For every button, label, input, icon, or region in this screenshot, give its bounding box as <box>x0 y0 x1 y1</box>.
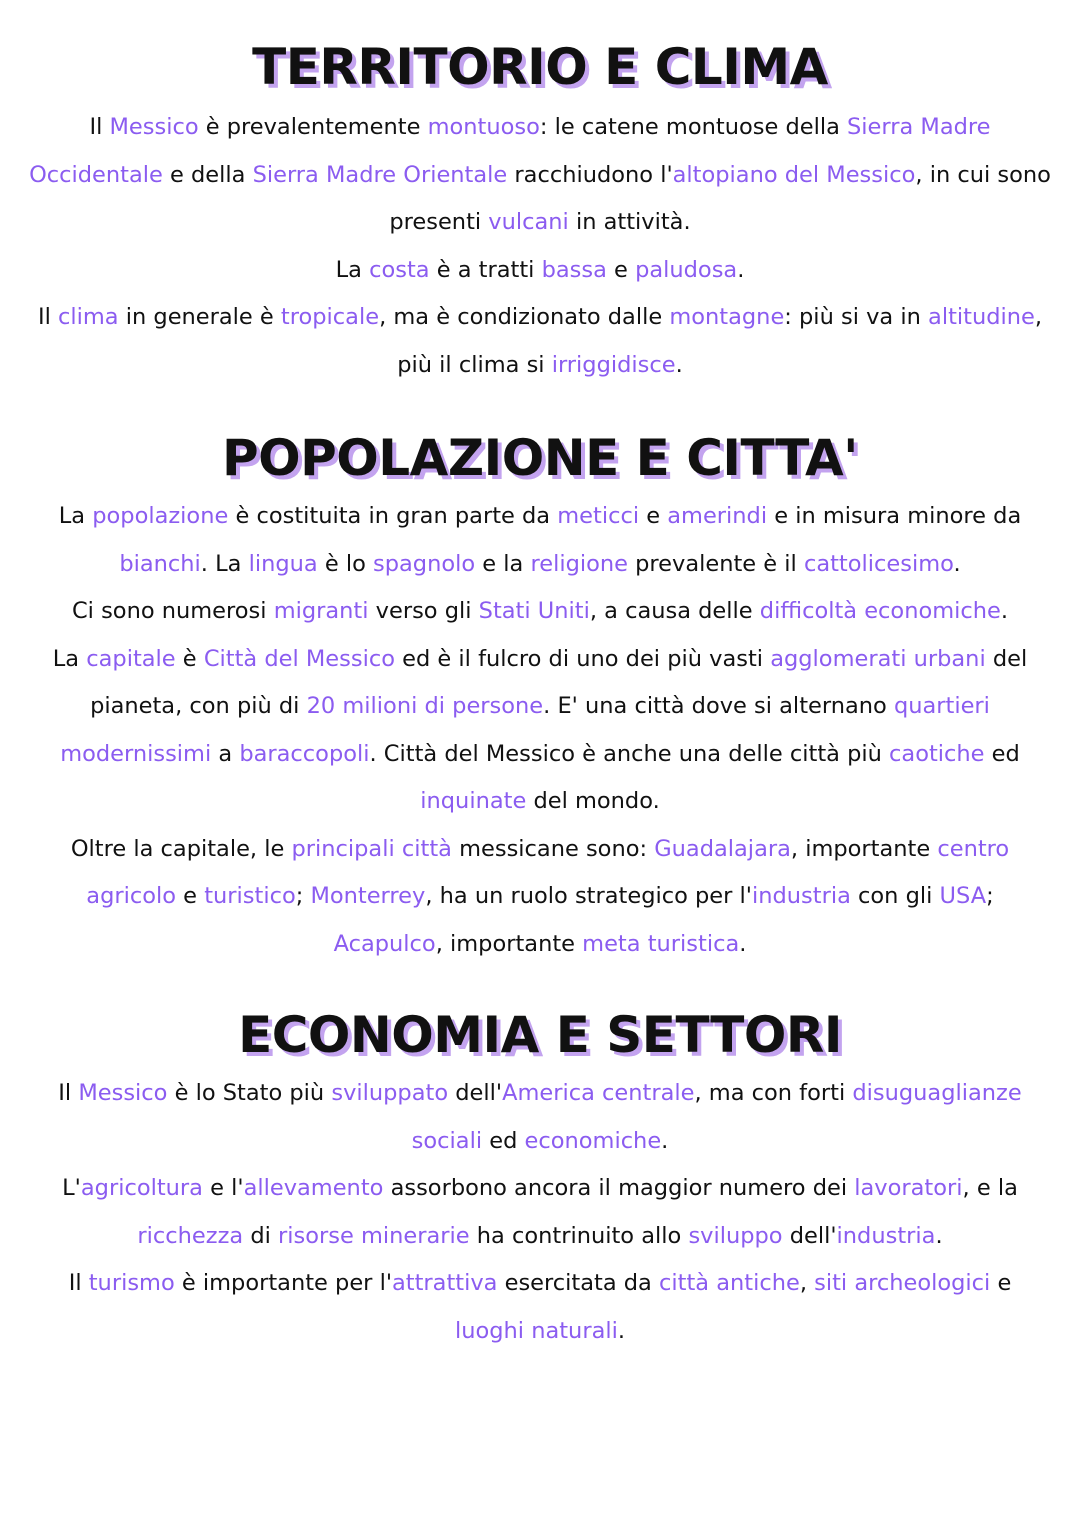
highlighted-term: bassa <box>541 256 607 283</box>
text-line <box>14 731 1066 779</box>
highlighted-term: migranti <box>273 598 369 624</box>
highlighted-term: difficoltà economiche <box>759 598 1001 624</box>
body-text: ed <box>482 1127 525 1154</box>
body-text: ; <box>986 883 994 909</box>
body-text: più il clima si <box>397 351 552 378</box>
highlighted-term: principali città <box>291 835 452 862</box>
section-text-popolazione-e-citta <box>0 493 1080 968</box>
body-text: è lo Stato più <box>167 1080 332 1106</box>
body-text: è prevalentemente <box>198 114 428 140</box>
body-text: con gli <box>850 883 940 909</box>
body-text: esercitata da <box>497 1270 660 1296</box>
text-line <box>14 1118 1066 1166</box>
body-text: , e la <box>962 1175 1018 1201</box>
section-title-economia-e-settori: ECONOMIA E SETTORI <box>238 1006 842 1064</box>
text-line <box>14 921 1066 969</box>
highlighted-term: Sierra Madre <box>847 114 991 140</box>
body-text: è a tratti <box>429 256 542 283</box>
body-text: ; <box>295 883 311 909</box>
highlighted-term: siti archeologici <box>814 1270 991 1296</box>
text-line <box>14 294 1066 342</box>
highlighted-term: Acapulco <box>333 930 436 957</box>
highlighted-term: vulcani <box>488 209 569 235</box>
highlighted-term: sviluppato <box>331 1080 449 1106</box>
highlighted-term: cattolicesimo <box>803 550 954 577</box>
body-text: ha contrinuito allo <box>469 1222 689 1249</box>
highlighted-term: caotiche <box>889 740 985 767</box>
highlighted-term: Occidentale <box>29 161 163 188</box>
highlighted-term: amerindi <box>667 503 768 529</box>
body-text: pianeta, con più di <box>90 693 307 719</box>
body-text: . <box>935 1222 943 1249</box>
highlighted-term: lingua <box>248 550 318 577</box>
highlighted-term: Città del Messico <box>203 645 395 672</box>
body-text: dell' <box>782 1222 837 1249</box>
highlighted-term: industria <box>752 883 851 909</box>
highlighted-term: inquinate <box>420 788 527 814</box>
body-text: prevalente è il <box>627 550 804 577</box>
body-text: La <box>58 503 93 529</box>
body-text: a <box>211 740 240 767</box>
text-line <box>14 199 1066 247</box>
highlighted-term: popolazione <box>92 503 229 529</box>
highlighted-term: bianchi <box>119 550 201 577</box>
highlighted-term: 20 milioni di persone <box>306 693 544 719</box>
body-text: , in cui sono <box>915 161 1051 188</box>
highlighted-term: clima <box>58 304 119 330</box>
text-line <box>14 1308 1066 1356</box>
body-text: L' <box>62 1175 81 1201</box>
text-line <box>14 104 1066 152</box>
highlighted-term: meta turistica <box>582 930 740 957</box>
body-text: verso gli <box>368 598 479 624</box>
body-text: , ha un ruolo strategico per l' <box>425 883 752 909</box>
text-line <box>14 1165 1066 1213</box>
body-text: Il <box>37 304 58 330</box>
highlighted-term: città antiche <box>659 1270 800 1296</box>
text-line <box>14 873 1066 921</box>
highlighted-term: risorse minerarie <box>278 1222 470 1249</box>
body-text: presenti <box>389 209 489 235</box>
highlighted-term: attrattiva <box>392 1270 498 1296</box>
body-text: . E' una città dove si alternano <box>543 693 894 719</box>
body-text: in attività. <box>568 209 691 235</box>
body-text: . Città del Messico è anche una delle città più <box>369 740 890 767</box>
highlighted-term: capitale <box>86 645 176 672</box>
text-line <box>14 1070 1066 1118</box>
body-text: è costituita in gran parte da <box>228 503 558 529</box>
body-text: messicane sono: <box>451 835 655 862</box>
highlighted-term: altopiano del Messico <box>672 161 916 188</box>
section-title-popolazione-e-citta: POPOLAZIONE E CITTA' <box>222 429 858 487</box>
body-text: ed <box>984 740 1020 767</box>
body-text: racchiudono l' <box>507 161 673 188</box>
highlighted-term: allevamento <box>243 1175 384 1201</box>
text-line <box>14 636 1066 684</box>
body-text: Il <box>89 114 110 140</box>
body-text: , <box>799 1270 815 1296</box>
text-line <box>14 541 1066 589</box>
highlighted-term: religione <box>530 550 628 577</box>
highlighted-term: spagnolo <box>373 550 476 577</box>
highlighted-term: America centrale <box>502 1080 695 1106</box>
body-text: , ma è condizionato dalle <box>379 304 670 330</box>
highlighted-term: turistico <box>204 883 296 909</box>
text-line <box>14 683 1066 731</box>
highlighted-term: irriggidisce <box>551 351 676 378</box>
highlighted-term: montagne <box>669 304 785 330</box>
body-text: , ma con forti <box>694 1080 853 1106</box>
body-text: La <box>335 256 370 283</box>
body-text: , importante <box>435 930 583 957</box>
highlighted-term: Messico <box>109 114 199 140</box>
highlighted-term: tropicale <box>280 304 380 330</box>
text-line <box>14 1260 1066 1308</box>
body-text: La <box>52 645 87 672</box>
highlighted-term: quartieri <box>893 693 990 719</box>
body-text: . <box>617 1317 626 1344</box>
body-text: . La <box>200 550 249 577</box>
highlighted-term: economiche <box>524 1127 662 1154</box>
text-line <box>14 1213 1066 1261</box>
highlighted-term: USA <box>939 883 987 909</box>
highlighted-term: Monterrey <box>310 883 426 909</box>
body-text: e <box>606 256 636 283</box>
highlighted-term: industria <box>836 1222 936 1249</box>
body-text: di <box>243 1222 279 1249</box>
section-text-economia-e-settori <box>0 1070 1080 1355</box>
body-text: Il <box>68 1270 89 1296</box>
body-text: è importante per l' <box>174 1270 392 1296</box>
highlighted-term: Stati Uniti <box>478 598 590 624</box>
highlighted-term: paludosa <box>635 256 738 283</box>
highlighted-term: sociali <box>411 1127 483 1154</box>
body-text: e <box>176 883 205 909</box>
text-line <box>14 247 1066 295</box>
body-text: in generale è <box>118 304 281 330</box>
highlighted-term: baraccopoli <box>239 740 370 767</box>
highlighted-term: centro <box>937 835 1010 862</box>
body-text: . <box>661 1127 669 1154</box>
highlighted-term: modernissimi <box>60 740 212 767</box>
highlighted-term: Messico <box>78 1080 168 1106</box>
body-text: . <box>953 550 961 577</box>
body-text: del <box>985 645 1028 672</box>
body-text: Oltre la capitale, le <box>70 835 292 862</box>
body-text: Ci sono numerosi <box>71 598 274 624</box>
text-line <box>14 588 1066 636</box>
body-text: e della <box>162 161 253 188</box>
highlighted-term: disuguaglianze <box>852 1080 1022 1106</box>
body-text: e in misura minore da <box>767 503 1022 529</box>
body-text: ed è il fulcro di uno dei più vasti <box>394 645 771 672</box>
text-line <box>14 493 1066 541</box>
body-text: . <box>739 930 747 957</box>
section-text-territorio-e-clima <box>0 104 1080 389</box>
body-text: e l' <box>202 1175 244 1201</box>
highlighted-term: luoghi naturali <box>454 1317 618 1344</box>
highlighted-term: montuoso <box>427 114 540 140</box>
highlighted-term: agricoltura <box>80 1175 203 1201</box>
body-text: dell' <box>448 1080 503 1106</box>
text-line <box>14 342 1066 390</box>
body-text: , <box>1034 304 1043 330</box>
highlighted-term: agricolo <box>86 883 177 909</box>
body-text: . <box>737 256 745 283</box>
body-text: Il <box>58 1080 79 1106</box>
highlighted-term: Sierra Madre Orientale <box>252 161 508 188</box>
highlighted-term: costa <box>369 256 430 283</box>
body-text: e <box>639 503 668 529</box>
highlighted-term: lavoratori <box>854 1175 963 1201</box>
body-text: . <box>675 351 683 378</box>
body-text: , importante <box>790 835 938 862</box>
highlighted-term: agglomerati urbani <box>770 645 986 672</box>
body-text: : le catene montuose della <box>539 114 848 140</box>
body-text: : più si va in <box>784 304 929 330</box>
highlighted-term: ricchezza <box>137 1222 244 1249</box>
body-text: e la <box>475 550 531 577</box>
text-line <box>14 826 1066 874</box>
text-line <box>14 778 1066 826</box>
highlighted-term: altitudine <box>928 304 1035 330</box>
body-text: è <box>175 645 204 672</box>
body-text: , a causa delle <box>589 598 760 624</box>
text-line <box>14 152 1066 200</box>
highlighted-term: Guadalajara <box>654 835 791 862</box>
highlighted-term: sviluppo <box>688 1222 783 1249</box>
body-text: . <box>1000 598 1009 624</box>
body-text: e <box>990 1270 1012 1296</box>
section-title-territorio-e-clima: TERRITORIO E CLIMA <box>252 38 828 96</box>
highlighted-term: turismo <box>88 1270 175 1296</box>
body-text: del mondo. <box>526 788 660 814</box>
highlighted-term: meticci <box>557 503 640 529</box>
body-text: assorbono ancora il maggior numero dei <box>383 1175 855 1201</box>
body-text: è lo <box>317 550 373 577</box>
